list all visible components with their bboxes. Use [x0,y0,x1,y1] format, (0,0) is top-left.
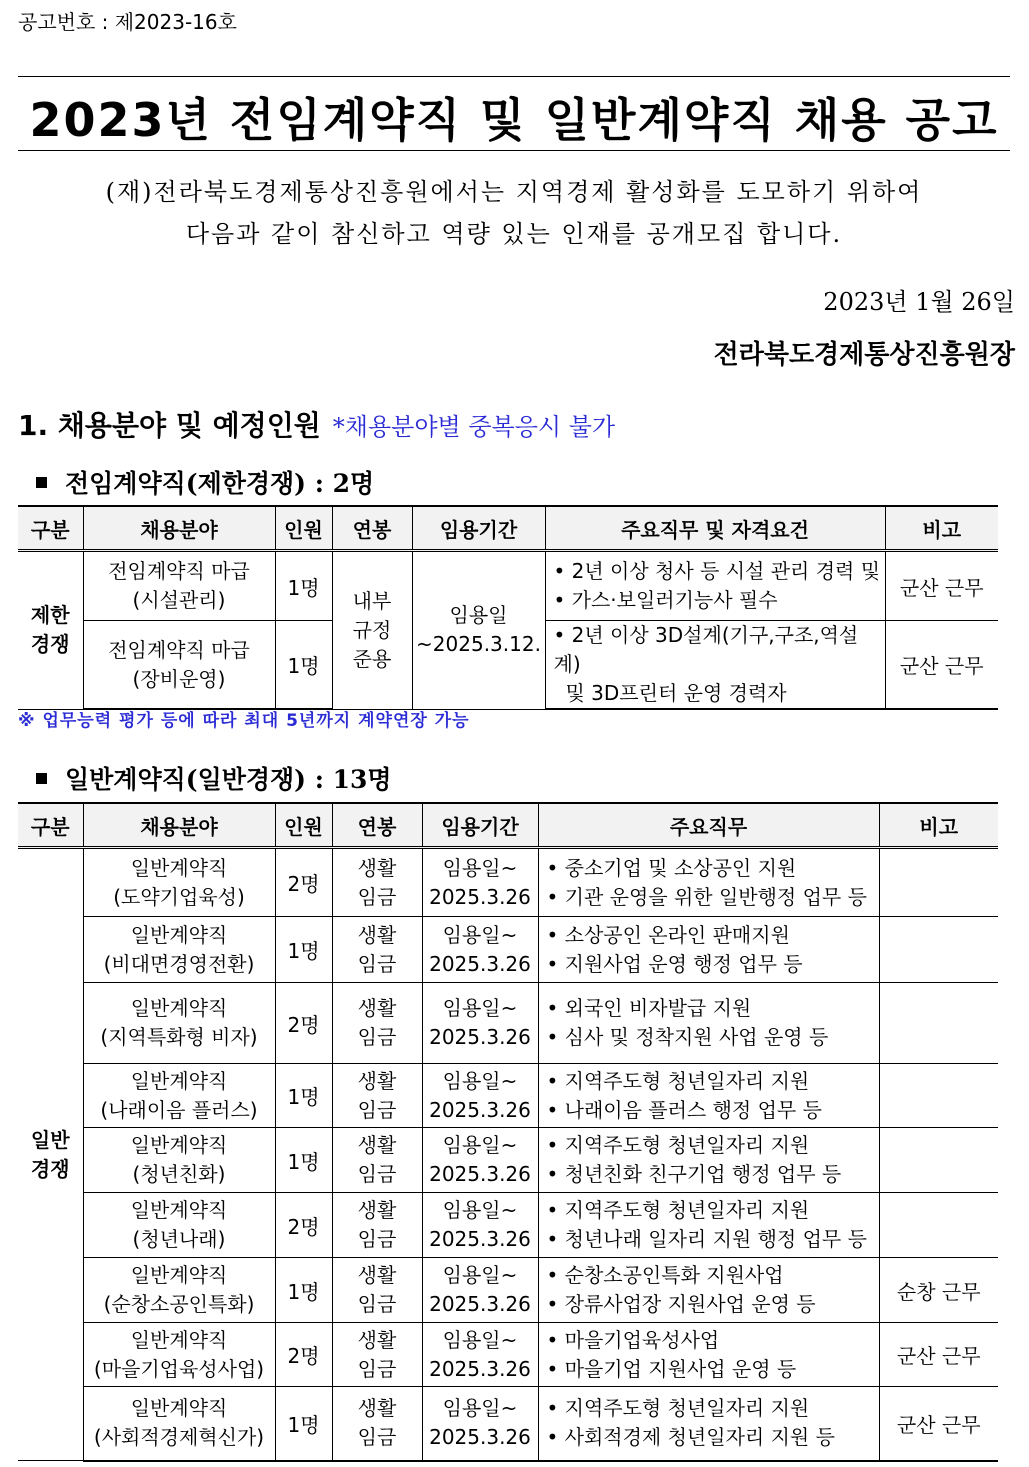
title-bottom-rule [18,150,1010,151]
field-cell: 일반계약직 (비대면경영전환) [83,917,275,983]
duties-cell: • 지역주도형 청년일자리 지원 • 나래이음 플러스 행정 업무 등 [538,1064,879,1128]
table1-heading: 전임계약직(제한경쟁) : 2명 [36,464,374,500]
count-cell: 2명 [275,848,332,917]
group-cell: 제한 경쟁 [18,551,83,710]
period-cell: 임용일~ 2025.3.26 [422,1387,538,1461]
notice-number: 공고번호 : 제2023-16호 [18,10,237,34]
period-cell: 임용일~ 2025.3.26 [422,1323,538,1387]
table-row [18,1193,998,1258]
duties-cell: • 마을기업육성사업 • 마을기업 지원사업 운영 등 [538,1323,879,1387]
note-cell: 군산 근무 [879,1387,998,1461]
period-cell: 임용일 ~2025.3.12. [412,551,545,710]
intro-line-2: 다음과 같이 참신하고 역량 있는 인재를 공개모집 합니다. [185,220,843,248]
note-cell: 군산 근무 [885,621,998,710]
table-general-contract [18,802,998,1462]
table-row [18,917,998,983]
col-header: 연봉 [332,803,422,848]
period-cell: 임용일~ 2025.3.26 [422,917,538,983]
period-cell: 임용일~ 2025.3.26 [422,1128,538,1193]
table-row [18,848,998,917]
field-cell: 일반계약직 (도약기업육성) [83,848,275,917]
section-note: *채용분야별 중복응시 불가 [332,413,616,441]
duties-cell: • 외국인 비자발급 지원 • 심사 및 정착지원 사업 운영 등 [538,983,879,1064]
duties-cell: • 지역주도형 청년일자리 지원 • 청년나래 일자리 지원 행정 업무 등 [538,1193,879,1258]
section-heading [18,404,615,444]
salary-cell: 생활 임금 [332,848,422,917]
table-row [18,983,998,1064]
field-cell: 일반계약직 (청년나래) [83,1193,275,1258]
field-cell: 일반계약직 (지역특화형 비자) [83,983,275,1064]
note-cell [879,1064,998,1128]
notice-date: 2023년 1월 26일 [823,288,1015,316]
group-cell: 일반 경쟁 [18,848,83,1461]
title-top-rule [18,76,1010,77]
duties-cell: • 지역주도형 청년일자리 지원 • 청년친화 친구기업 행정 업무 등 [538,1128,879,1193]
col-header: 인원 [275,803,332,848]
salary-cell: 내부 규정 준용 [332,551,412,710]
field-cell: 일반계약직 (마을기업육성사업) [83,1323,275,1387]
salary-cell: 생활 임금 [332,1258,422,1323]
duties-cell: • 순창소공인특화 지원사업 • 장류사업장 지원사업 운영 등 [538,1258,879,1323]
col-header: 채용분야 [83,506,275,551]
field-cell: 일반계약직 (순창소공인특화) [83,1258,275,1323]
table-row [18,1258,998,1323]
period-cell: 임용일~ 2025.3.26 [422,1064,538,1128]
square-bullet-icon [36,477,47,488]
table2-heading: 일반계약직(일반경쟁) : 13명 [36,760,392,796]
table-row [18,551,998,621]
col-header: 비고 [879,803,998,848]
col-header: 인원 [275,506,332,551]
field-cell: 일반계약직 (청년친화) [83,1128,275,1193]
note-cell [879,1193,998,1258]
issuer-name: 전라북도경제통상진흥원장 [713,340,1015,370]
note-cell [879,848,998,917]
page-title: 2023년 전임계약직 및 일반계약직 채용 공고 [29,93,999,147]
table-row [18,1387,998,1461]
note-cell [879,1128,998,1193]
square-bullet-icon [36,773,47,784]
col-header: 주요직무 [538,803,879,848]
count-cell: 1명 [275,1064,332,1128]
col-header: 임용기간 [422,803,538,848]
col-header: 구분 [18,506,83,551]
period-cell: 임용일~ 2025.3.26 [422,1193,538,1258]
period-cell: 임용일~ 2025.3.26 [422,848,538,917]
count-cell: 1명 [275,1258,332,1323]
note-cell: 군산 근무 [885,551,998,621]
table-header-row [18,803,998,848]
col-header: 채용분야 [83,803,275,848]
duties-cell: • 지역주도형 청년일자리 지원 • 사회적경제 청년일자리 지원 등 [538,1387,879,1461]
count-cell: 2명 [275,1193,332,1258]
table-fixed-term [18,505,998,710]
col-header: 주요직무 및 자격요건 [545,506,885,551]
salary-cell: 생활 임금 [332,1387,422,1461]
count-cell: 2명 [275,983,332,1064]
duties-cell: • 2년 이상 3D설계(기구,구조,역설계) 및 3D프린터 운영 경력자 [545,621,885,710]
note-cell [879,917,998,983]
table-row [18,1064,998,1128]
note-cell [879,983,998,1064]
salary-cell: 생활 임금 [332,1323,422,1387]
count-cell: 1명 [275,621,332,710]
duties-cell: • 중소기업 및 소상공인 지원 • 기관 운영을 위한 일반행정 업무 등 [538,848,879,917]
count-cell: 1명 [275,917,332,983]
footnote: ※ 업무능력 평가 등에 따라 최대 5년까지 계약연장 가능 [18,711,470,731]
col-header: 임용기간 [412,506,545,551]
field-cell: 일반계약직 (나래이음 플러스) [83,1064,275,1128]
section-title: 1. 채용분야 및 예정인원 [18,409,321,442]
count-cell: 1명 [275,551,332,621]
salary-cell: 생활 임금 [332,1064,422,1128]
table-header-row [18,506,998,551]
salary-cell: 생활 임금 [332,983,422,1064]
field-cell: 전임계약직 마급 (시설관리) [83,551,275,621]
col-header: 비고 [885,506,998,551]
salary-cell: 생활 임금 [332,1193,422,1258]
field-cell: 일반계약직 (사회적경제혁신가) [83,1387,275,1461]
table-row [18,1323,998,1387]
note-cell: 순창 근무 [879,1258,998,1323]
duties-cell: • 2년 이상 청사 등 시설 관리 경력 및 • 가스·보일러기능사 필수 [545,551,885,621]
col-header: 연봉 [332,506,412,551]
note-cell: 군산 근무 [879,1323,998,1387]
salary-cell: 생활 임금 [332,917,422,983]
field-cell: 전임계약직 마급 (장비운영) [83,621,275,710]
col-header: 구분 [18,803,83,848]
period-cell: 임용일~ 2025.3.26 [422,1258,538,1323]
count-cell: 1명 [275,1387,332,1461]
duties-cell: • 소상공인 온라인 판매지원 • 지원사업 운영 행정 업무 등 [538,917,879,983]
salary-cell: 생활 임금 [332,1128,422,1193]
period-cell: 임용일~ 2025.3.26 [422,983,538,1064]
count-cell: 2명 [275,1323,332,1387]
intro-line-1: (재)전라북도경제통상진흥원에서는 지역경제 활성화를 도모하기 위하여 [105,178,923,206]
table-row [18,1128,998,1193]
count-cell: 1명 [275,1128,332,1193]
